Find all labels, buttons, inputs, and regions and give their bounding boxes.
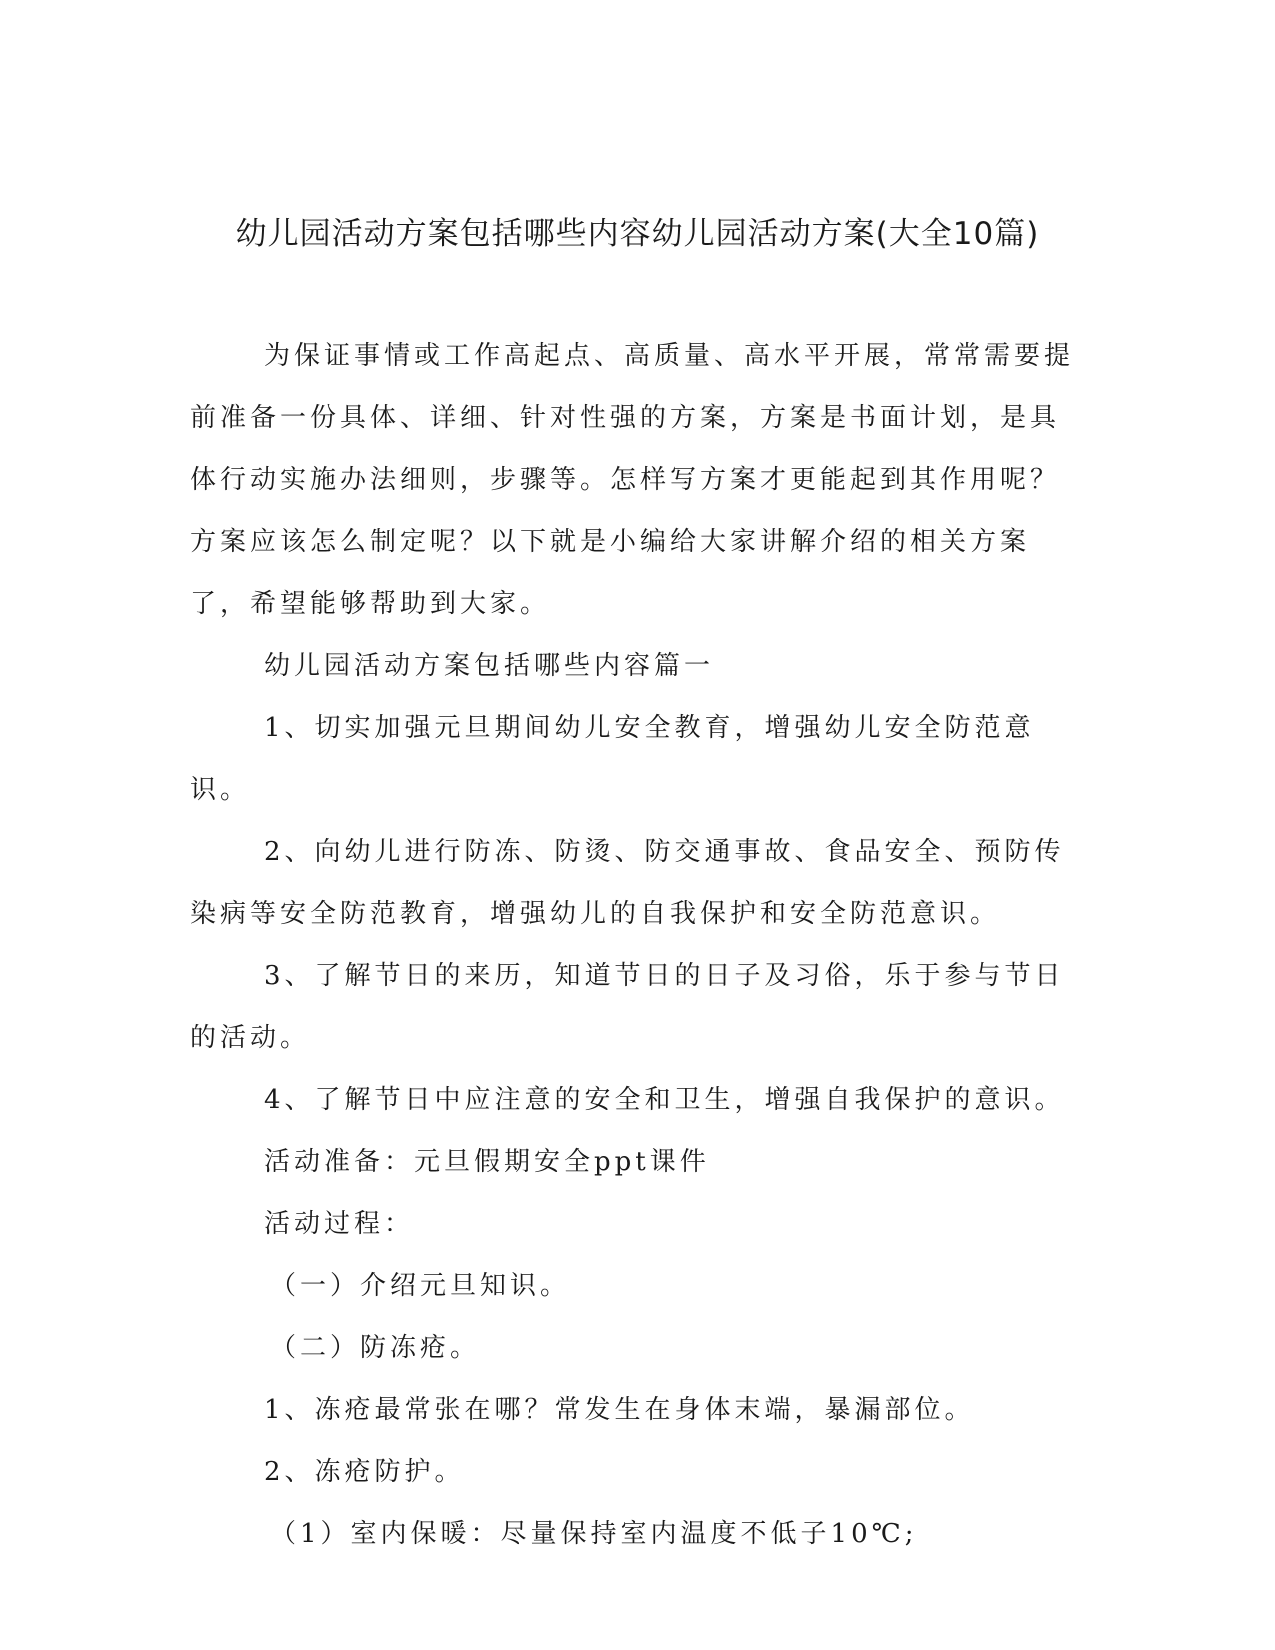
intro-paragraph: 为保证事情或工作高起点、高质量、高水平开展，常常需要提前准备一份具体、详细、针对性强的方案，方案是书面计划，是具体行动实施办法细则，步骤等。怎样写方案才更能起到其作用呢？方案应该怎么制定呢？以下就是小编给大家讲解介绍的相关方案了，希望能够帮助到大家。 xyxy=(190,341,1075,619)
process-step-2: （二）防冻疮。 xyxy=(270,1333,481,1363)
document-body xyxy=(190,325,1080,1565)
frostbite-item-1: 1、冻疮最常张在哪？常发生在身体末端，暴漏部位。 xyxy=(264,1395,975,1425)
activity-preparation: 活动准备：元旦假期安全ppt课件 xyxy=(264,1147,710,1177)
section-heading: 幼儿园活动方案包括哪些内容篇一 xyxy=(264,651,715,681)
document-title: 幼儿园活动方案包括哪些内容幼儿园活动方案(大全10篇) xyxy=(235,216,1040,252)
activity-process-label: 活动过程： xyxy=(264,1209,415,1239)
process-step-1: （一）介绍元旦知识。 xyxy=(270,1271,571,1301)
goal-item-3: 3、了解节日的来历，知道节日的日子及习俗，乐于参与节日的活动。 xyxy=(190,961,1065,1053)
frostbite-item-2: 2、冻疮防护。 xyxy=(264,1457,465,1487)
goal-item-4: 4、了解节日中应注意的安全和卫生，增强自我保护的意识。 xyxy=(264,1085,1065,1115)
goal-item-1: 1、切实加强元旦期间幼儿安全教育，增强幼儿安全防范意识。 xyxy=(190,713,1035,805)
goal-item-2: 2、向幼儿进行防冻、防烫、防交通事故、食品安全、预防传染病等安全防范教育，增强幼儿的自我保护和安全防范意识。 xyxy=(190,837,1065,929)
frostbite-subitem-1: （1）室内保暖：尽量保持室内温度不低子10℃; xyxy=(270,1519,918,1549)
